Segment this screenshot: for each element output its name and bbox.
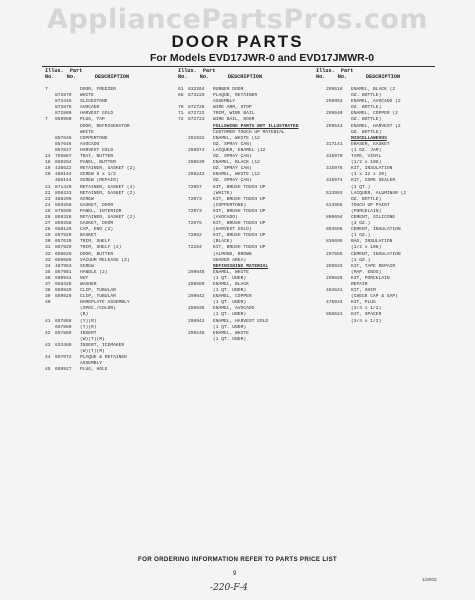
illus-no: 24: [45, 202, 51, 208]
illus-no: 42: [45, 330, 51, 336]
description: NUT: [80, 275, 89, 281]
description: PLAQUE, RETAINER: [213, 93, 258, 99]
part-no: 659328: [55, 282, 72, 287]
part-no: 872879: [55, 93, 72, 99]
description: PLAQUE & RETAINER: [80, 355, 127, 361]
part-no: 859258: [55, 221, 72, 227]
description: PLUG, TAP: [80, 117, 105, 123]
description: CEMENT, INSULATION: [351, 251, 401, 257]
handwritten-note: -220-F-4: [210, 583, 248, 593]
description: (W)(T)(M): [80, 349, 105, 355]
watermark: AppliancePartsPros.com: [46, 4, 429, 35]
illus-no: 22: [45, 190, 51, 196]
description: SCREW (REPAIR): [80, 178, 119, 184]
page-number: 9: [233, 571, 237, 577]
description: INSERT: [80, 330, 97, 336]
part-no: 659929: [55, 288, 72, 294]
illus-no: 30: [45, 239, 51, 245]
part-no: 72082: [188, 233, 202, 239]
description: KIT, SPACER: [351, 312, 382, 318]
part-no: 299542: [188, 294, 205, 300]
description: SCREW: [80, 196, 94, 202]
parts-list: [45, 87, 165, 373]
part-no: 659929: [55, 294, 72, 300]
description: KIT, BRUSH TOUCH UP: [213, 208, 266, 214]
part-no: 299560: [188, 282, 205, 287]
illus-no: 19: [45, 166, 51, 172]
part-no: 836695: [326, 239, 343, 245]
illus-no: 36: [45, 275, 51, 281]
illus-no: 7: [45, 87, 48, 92]
description: (1 QT. UNDR): [213, 300, 247, 306]
description: (Y)(R): [80, 318, 97, 324]
illus-no: 18: [45, 160, 51, 166]
description: (1 QT. UNDR): [213, 312, 247, 318]
part-no: 833489: [55, 342, 72, 348]
part-no: 658629: [55, 251, 72, 257]
part-no: 659950: [55, 117, 72, 123]
illus-no: 40: [45, 300, 51, 306]
description: CAP, END (2): [80, 227, 114, 233]
part-no: 658126: [55, 227, 72, 233]
part-no: 657868: [55, 318, 72, 324]
description: KIT, BRUSH TOUCH UP: [213, 221, 266, 227]
part-no: 872722: [188, 111, 205, 117]
description: ENAMEL, AVOCADO (2: [351, 99, 401, 105]
illus-no: 39: [45, 294, 51, 300]
part-no: 299246: [188, 330, 205, 336]
part-no: 486144: [55, 172, 72, 178]
illus-no: 27: [45, 221, 51, 227]
table-row: [45, 367, 165, 373]
part-no: 509934: [55, 275, 72, 281]
part-no: 857072: [55, 355, 72, 361]
description: DOOR, REFRIGERATOR: [80, 123, 130, 129]
illus-no: 25: [45, 208, 51, 214]
description: TRIM, WIRE BAIL: [213, 111, 255, 117]
description: (Y)(R): [80, 324, 97, 330]
table-row: [178, 337, 310, 343]
description: (1/2 x 108): [351, 160, 382, 166]
part-no: 872879: [55, 105, 72, 111]
illus-no: 72: [178, 117, 184, 123]
description: KIT, TAPE REPAIR: [351, 263, 396, 269]
part-no: 72284: [188, 245, 202, 251]
part-no: 315974: [326, 178, 343, 184]
description: KIT, BRUSH TOUCH UP: [213, 184, 266, 190]
column-header: Illus. Part No. No. DESCRIPTION: [178, 68, 263, 81]
part-no: 859258: [55, 202, 72, 208]
part-no: 513965: [326, 202, 343, 208]
description: (PORCELAIN): [351, 208, 382, 214]
description: AVOCADO: [80, 141, 100, 147]
part-no: 299933: [326, 263, 343, 269]
ordering-footer: FOR ORDERING INFORMATION REFER TO PARTS PRICE LIST: [138, 556, 337, 563]
part-no: 487953: [55, 263, 72, 269]
description: OZ. BOTTLE): [351, 93, 382, 99]
description: (SPEC./COLOR): [80, 306, 116, 312]
description: ASSEMBLY: [213, 99, 236, 105]
description: TRIM, SHELF (2): [80, 245, 122, 251]
description: (3 OZ.): [351, 221, 371, 227]
description: ENAMEL, WHITE (12: [213, 172, 260, 178]
description: OZ. BOTTLE): [351, 105, 382, 111]
description: HARVEST GOLD: [80, 147, 114, 153]
part-no: 872880: [55, 111, 72, 117]
description: CLIP, TUBULAR: [80, 288, 116, 294]
description: BASKET: [80, 233, 97, 239]
part-no: 486299: [55, 196, 72, 202]
description: WIRE BAIL, DOOR: [213, 117, 255, 123]
description: TRIM, SHELF: [80, 239, 111, 245]
description: ENAMEL, WHITE: [213, 330, 249, 336]
part-no: 873445: [55, 99, 72, 105]
part-no: 475934: [326, 300, 343, 306]
part-no: 297655: [326, 251, 343, 257]
description: SHADED AREA): [213, 257, 247, 263]
illus-no: 31: [45, 245, 51, 251]
part-no: 72067: [188, 184, 202, 190]
illus-no: 23: [45, 196, 51, 202]
parts-column-3: [316, 68, 438, 325]
part-no: 659689: [55, 257, 72, 263]
part-no: 298935: [188, 306, 205, 312]
description: WHITE: [80, 93, 94, 99]
description: ENAMEL, HARVEST (2: [351, 123, 401, 129]
parts-column-1: [45, 68, 165, 373]
description: RETAINER, GASKET (2): [80, 190, 136, 196]
description: SCREW 8 x 1/2: [80, 172, 116, 178]
description: KIT, BRUSH TOUCH UP: [213, 245, 266, 251]
description: (1 OZ. JAR): [351, 147, 382, 153]
description: (1 QT. UNDR): [213, 275, 247, 281]
part-no: 857929: [55, 233, 72, 239]
description: GASKET, DOOR: [80, 221, 114, 227]
part-no: 298943: [188, 318, 205, 324]
part-no: 291922: [188, 135, 205, 141]
description: KIT, BRUSH TOUCH UP: [213, 196, 266, 202]
description: (WHITE): [213, 190, 233, 196]
illus-no: 71: [178, 111, 184, 117]
part-no: 759887: [55, 154, 72, 160]
illus-no: 7: [45, 117, 48, 123]
description: PLUG, HOLE: [80, 367, 108, 373]
illus-no: 26: [45, 214, 51, 220]
description: DOOR, BUTTER: [80, 251, 114, 257]
description: (MAP. ENOS): [351, 269, 382, 275]
part-no: 299826: [326, 275, 343, 281]
description: NAMEPLATE ASSEMBLY: [80, 300, 130, 306]
description: RETAINER, GASKET (4): [80, 184, 136, 190]
description: KIT, SHIM: [351, 288, 376, 294]
illus-no: 41: [45, 318, 51, 324]
description: (1 QT. UNDR): [213, 336, 247, 342]
description: WASHER: [80, 282, 97, 287]
description: LACQUER, ENAMEL (12: [213, 147, 266, 153]
description: (CHECK CAP & GAP): [351, 294, 398, 300]
column-header: Illus. Part No. No. DESCRIPTION: [45, 68, 130, 81]
part-no: [326, 319, 351, 325]
description: (1 QT. UNDR): [213, 324, 247, 330]
part-no: 875595: [55, 208, 72, 214]
parts-list: [178, 87, 310, 343]
description: OZ. SPRAY CAN): [213, 166, 252, 172]
description: (ALMOND, BROWN: [213, 251, 252, 257]
part-no: 809694: [326, 214, 343, 220]
illus-no: 14: [45, 154, 51, 160]
illus-no: 38: [45, 288, 51, 294]
part-no: 299540: [326, 111, 343, 117]
description: (COPPERTONE): [213, 202, 247, 208]
description: INSERT, ICEMAKER: [80, 342, 125, 348]
part-no: 857929: [55, 245, 72, 251]
description: AVOCADO: [80, 105, 100, 111]
part-no: 857981: [55, 269, 72, 275]
description: SCREW: [80, 263, 94, 269]
part-no: [188, 337, 213, 343]
part-no: 72073: [188, 208, 202, 214]
illus-no: 61: [178, 87, 184, 92]
description: (3/4 x 1/2): [351, 318, 382, 324]
description: TAPE, VINYL: [351, 154, 382, 160]
part-no: 72075: [188, 221, 202, 227]
description: KIT, PLUG: [351, 300, 376, 306]
description: FOLLOWING PARTS NOT ILLUSTRATED: [213, 123, 299, 129]
description: REFINISHING MATERIAL: [213, 263, 269, 269]
illus-no: 44: [45, 355, 51, 361]
part-no: 298243: [188, 172, 205, 178]
description: (1/2 x 108): [351, 245, 382, 251]
part-no: 873229: [188, 93, 205, 99]
description: SLICESTONE: [80, 99, 108, 105]
part-no: 317141: [326, 141, 343, 147]
part-no: 857647: [55, 147, 72, 153]
part-no: 72073: [188, 196, 202, 202]
part-no: 858524: [326, 312, 343, 318]
description: (B): [80, 312, 89, 318]
illus-no: 34: [45, 263, 51, 269]
description: GASKET, DOOR: [80, 202, 114, 208]
description: ENAMEL, AVOCADO: [213, 306, 255, 312]
part-no: 298974: [188, 147, 205, 153]
part-no: 857646: [55, 141, 72, 147]
illus-no: 45: [45, 367, 51, 373]
column-header: Illus. Part No. No. DESCRIPTION: [316, 68, 401, 81]
header-rule-top: [42, 66, 435, 67]
description: REPAIR: [351, 282, 368, 287]
description: ASSEMBLY: [80, 361, 103, 367]
description: RUBBER DOOR: [213, 87, 244, 92]
part-no: 659927: [55, 367, 72, 373]
description: (1 OZ.): [351, 257, 371, 263]
description: HARVEST GOLD: [80, 111, 114, 117]
description: ENAMEL, WHITE (12: [213, 135, 260, 141]
illus-no: 28: [45, 227, 51, 233]
table-row: [316, 319, 438, 325]
page-subtitle: For Models EVD17JWR-0 and EVD17JMWR-0: [150, 52, 375, 64]
illus-no: 35: [45, 269, 51, 275]
description: (1 QT. UNDR): [213, 288, 247, 294]
part-no: 483641: [326, 288, 343, 294]
description: MISCELLANEOUS: [351, 135, 387, 141]
description: CLIP, TUBULAR: [80, 294, 116, 300]
description: RETAINER, GASKET (2): [80, 214, 136, 220]
illus-no: 33: [45, 257, 51, 263]
part-no: 803596: [326, 227, 343, 233]
part-no: 299518: [326, 87, 343, 92]
description: KIT, BRUSH TOUCH UP: [213, 233, 266, 239]
part-no: 859294: [55, 160, 72, 166]
description: CUSTOMER TOUCH UP MATERIAL: [213, 129, 285, 135]
description: ENAMEL, WHITE: [213, 269, 249, 275]
description: OZ. BOTTLE): [351, 196, 382, 202]
parts-column-2: [178, 68, 310, 343]
part-no: 657888: [55, 330, 72, 336]
illus-no: 68: [178, 93, 184, 99]
part-no: 436622: [55, 166, 72, 172]
description: (1 OZ.): [351, 233, 371, 239]
illus-no: 21: [45, 184, 51, 190]
description: ENAMEL, BLACK (12: [213, 160, 260, 166]
description: HANDLE (2): [80, 269, 108, 275]
description: VACUUM RELEASE (2): [80, 257, 130, 263]
part-no: 872726: [188, 105, 205, 111]
part-no: 871420: [55, 184, 72, 190]
part-no: 298953: [326, 99, 343, 105]
part-no: 513993: [326, 190, 343, 196]
description: ERASER, GASKET: [351, 141, 390, 147]
description: (1 x 12 x 20): [351, 172, 387, 178]
description: TOUCH UP PAINT: [351, 202, 390, 208]
description: (BLACK): [213, 239, 233, 245]
description: TRAY, BUTTER: [80, 154, 114, 160]
description: PANEL, INTERIOR: [80, 208, 122, 214]
description: LACQUER, ALUMINUM (2: [351, 190, 407, 196]
part-no: 298539: [188, 160, 205, 166]
description: WIRE ARM, STOP: [213, 105, 252, 111]
description: (1 QT.): [351, 184, 371, 190]
description: OZ. SPRAY CAN): [213, 154, 252, 160]
description: (3/4 x 1/2): [351, 306, 382, 312]
illus-no: 32: [45, 251, 51, 257]
description: CEMENT, INSULATION: [351, 227, 401, 233]
description: ENAMEL, COPPER (2: [351, 111, 398, 117]
part-no: 859333: [55, 190, 72, 196]
description: PANEL, BUTTER: [80, 160, 116, 166]
description: OZ. SPRAY CAN): [213, 141, 252, 147]
part-no: 857639: [55, 239, 72, 245]
part-no: 857646: [55, 135, 72, 141]
part-no: 872723: [188, 117, 205, 123]
description: KIT, PORCELAIN: [351, 275, 390, 281]
illus-no: 20: [45, 172, 51, 178]
description: ENAMEL, BLACK: [213, 282, 249, 287]
part-no: 299543: [326, 123, 343, 129]
description: KIT, CORK SEALER: [351, 178, 396, 184]
description: OZ. BOTTLE): [351, 129, 382, 135]
part-no: 299545: [188, 269, 205, 275]
description: CEMENT, SILICONE: [351, 214, 396, 220]
description: OZ. BOTTLE): [351, 117, 382, 123]
description: COPPERTONE: [80, 135, 108, 141]
description: WHITE: [80, 129, 94, 135]
part-no: 832264: [188, 87, 205, 92]
description: ENAMEL, COPPER: [213, 294, 252, 300]
description: (HARVEST GOLD): [213, 227, 252, 233]
part-no: 859326: [55, 214, 72, 220]
illus-no: [316, 319, 326, 325]
illus-no: 37: [45, 282, 51, 287]
illus-no: 70: [178, 105, 184, 111]
description: DOOR, FREEZER: [80, 87, 116, 92]
illus-no: [178, 337, 188, 343]
page-title: DOOR PARTS: [171, 32, 304, 51]
corner-code: 1/2002: [422, 578, 437, 583]
description: (AVOCADO): [213, 214, 238, 220]
description: OZ. SPRAY CAN): [213, 178, 252, 184]
description: ENAMEL, HARVEST GOLD: [213, 318, 269, 324]
description: BAG, INSULATION: [351, 239, 393, 245]
illus-no: 29: [45, 233, 51, 239]
illus-no: 43: [45, 342, 51, 348]
part-no: 315976: [326, 166, 343, 172]
part-no: 486144: [55, 178, 72, 184]
description: RETAINER, GASKET (2): [80, 166, 136, 172]
part-no: 315970: [326, 154, 343, 160]
parts-list: [316, 87, 438, 325]
part-no: 657869: [55, 324, 72, 330]
description: ENAMEL, BLACK (2: [351, 87, 396, 92]
description: (W)(T)(M): [80, 336, 105, 342]
description: KIT, INSULATION: [351, 166, 393, 172]
